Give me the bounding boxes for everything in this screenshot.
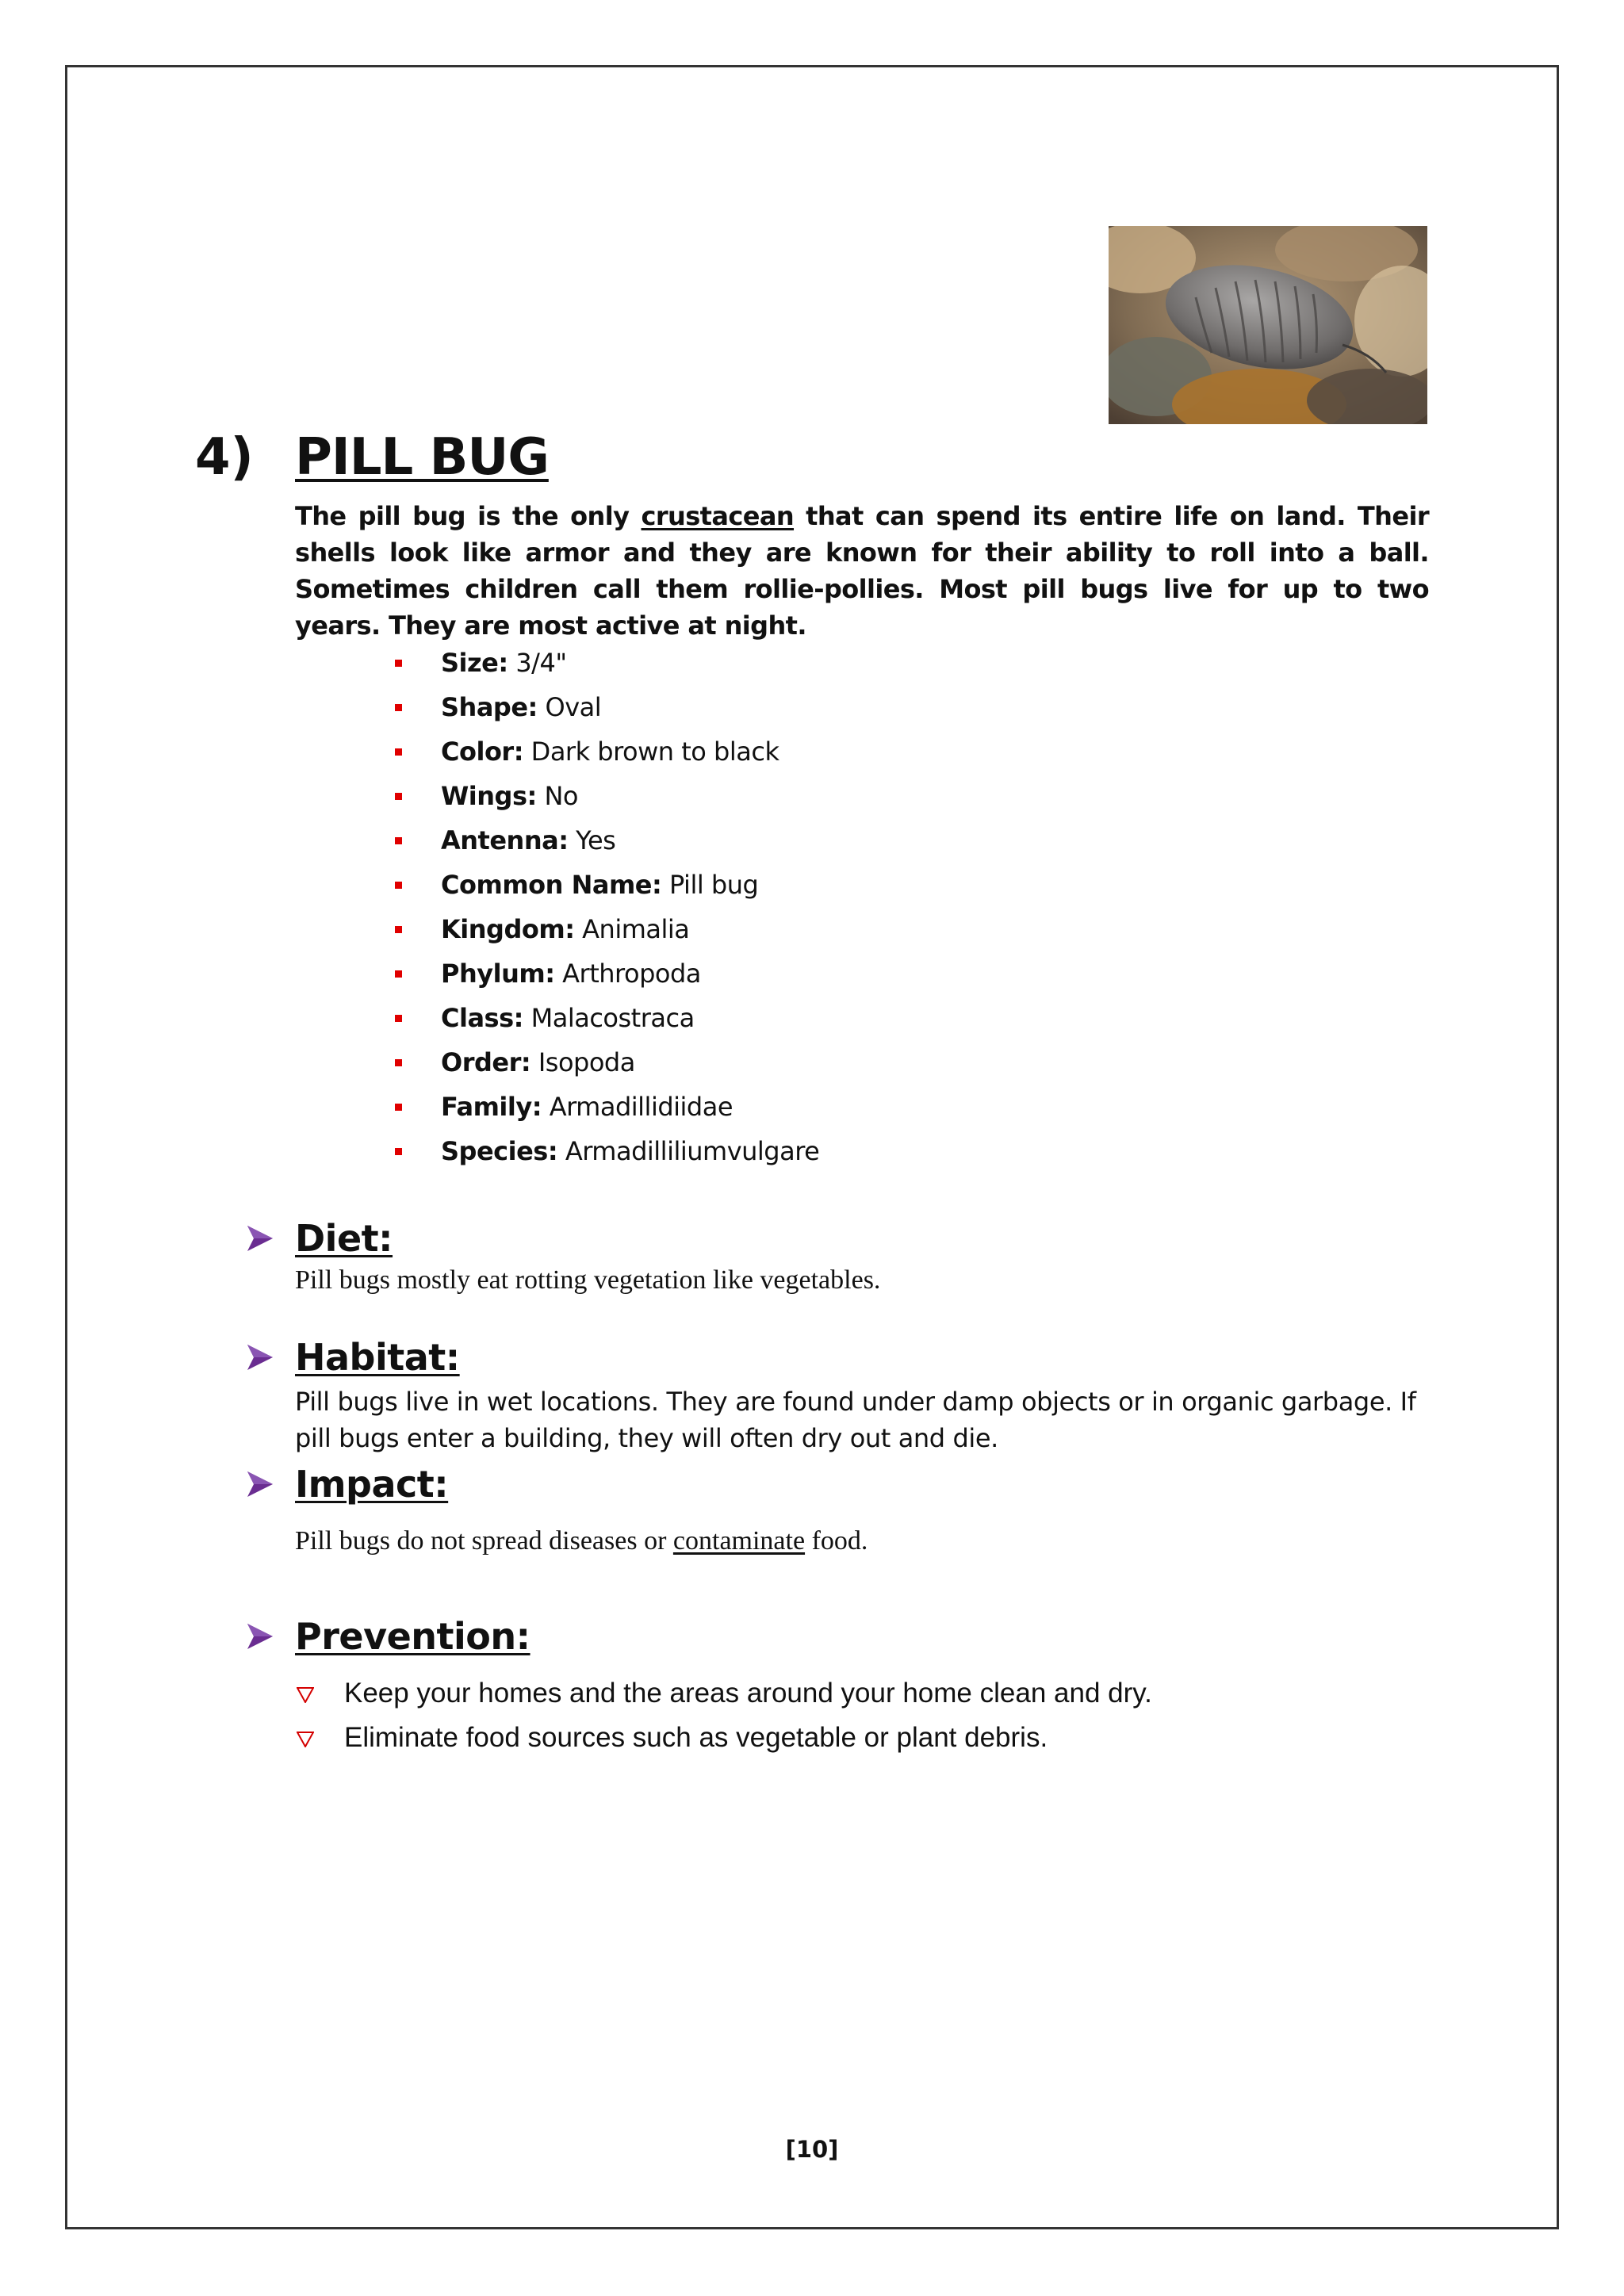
list-item: Phylum: Arthropoda: [395, 951, 819, 996]
arrowhead-icon: [246, 1622, 274, 1651]
red-square-icon: [395, 704, 402, 711]
list-item: Order: Isopoda: [395, 1040, 819, 1085]
page-title: PILL BUG: [295, 428, 549, 487]
red-square-icon: [395, 660, 402, 667]
red-square-icon: [395, 748, 402, 756]
list-item: Keep your homes and the areas around your home clean and dry.: [295, 1671, 1152, 1716]
list-item: Antenna: Yes: [395, 818, 819, 863]
arrowhead-icon: [246, 1470, 274, 1498]
red-square-icon: [395, 970, 402, 978]
impact-heading: Impact:: [246, 1460, 448, 1508]
list-item: Wings: No: [395, 774, 819, 818]
habitat-text: Pill bugs live in wet locations. They are found under damp objects or in organic garbage. If pill bugs enter a building, they will often dry out and die.: [295, 1387, 1416, 1453]
crustacean-link[interactable]: crustacean: [641, 501, 795, 531]
arrowhead-icon: [246, 1343, 274, 1372]
red-square-icon: [395, 1148, 402, 1155]
list-item: Kingdom: Animalia: [395, 907, 819, 951]
arrowhead-icon: [246, 1224, 274, 1253]
list-item: Eliminate food sources such as vegetable or plant debris.: [295, 1716, 1152, 1760]
red-square-icon: [395, 1104, 402, 1111]
page-number: [10]: [785, 2136, 839, 2163]
pill-bug-photo: [1109, 226, 1427, 424]
red-square-icon: [395, 882, 402, 889]
section-number: 4): [195, 428, 254, 487]
diet-heading: Diet:: [246, 1215, 393, 1262]
down-triangle-icon: [297, 1732, 314, 1747]
list-item: Color: Dark brown to black: [395, 729, 819, 774]
list-item: Family: Armadillidiidae: [395, 1085, 819, 1129]
red-square-icon: [395, 793, 402, 800]
prevention-list: [295, 1671, 1152, 1760]
habitat-heading: Habitat:: [246, 1334, 460, 1381]
diet-text: Pill bugs mostly eat rotting vegetation like vegetables.: [295, 1265, 881, 1295]
contaminate-link[interactable]: contaminate: [672, 1526, 806, 1556]
list-item: Common Name: Pill bug: [395, 863, 819, 907]
down-triangle-icon: [297, 1687, 314, 1703]
red-square-icon: [395, 1059, 402, 1066]
list-item: Species: Armadilliliumvulgare: [395, 1129, 819, 1173]
facts-list: [395, 641, 819, 1173]
list-item: Class: Malacostraca: [395, 996, 819, 1040]
list-item: Size: 3/4": [395, 641, 819, 685]
red-square-icon: [395, 837, 402, 844]
prevention-heading: Prevention:: [246, 1613, 530, 1660]
red-square-icon: [395, 926, 402, 933]
list-item: Shape: Oval: [395, 685, 819, 729]
red-square-icon: [395, 1015, 402, 1022]
intro-paragraph: The pill bug is the only crustacean that can spend its entire life on land. Their shells look like armor and they are known for their ability to roll into a ball. Sometimes children call them rollie-pollies. Most pill bugs live for up to two years. They are most active at night.: [295, 501, 1429, 641]
impact-text: Pill bugs do not spread diseases or contaminate food.: [295, 1526, 868, 1556]
